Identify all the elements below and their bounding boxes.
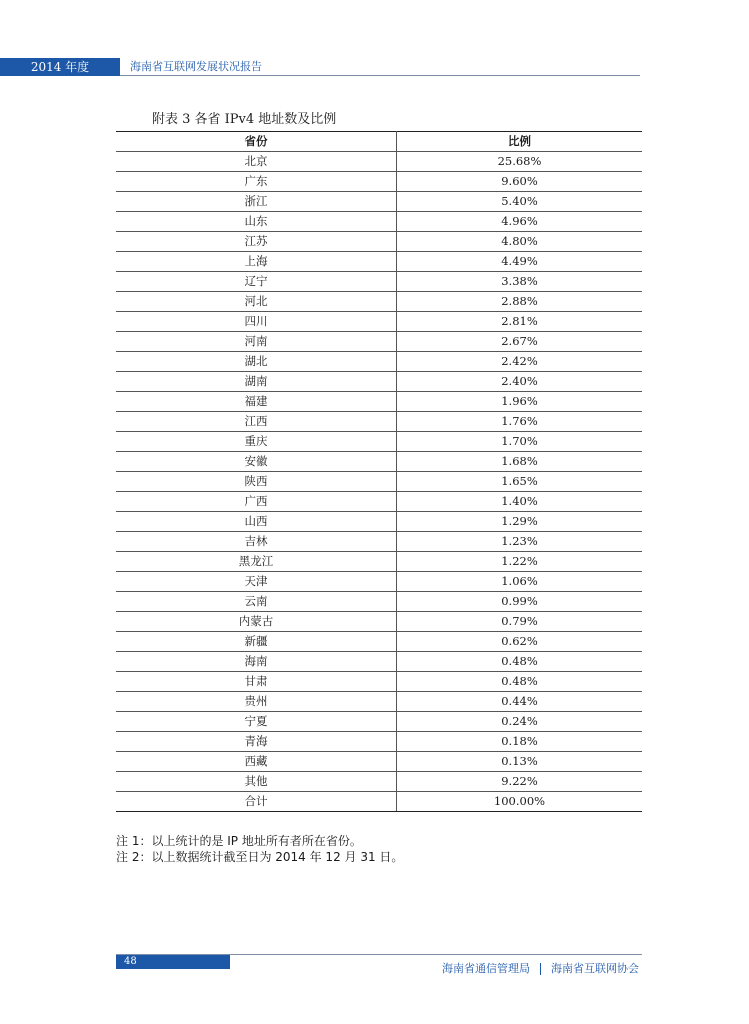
table-row (116, 712, 642, 732)
province-cell: 天津 (116, 572, 397, 592)
table-row (116, 432, 642, 452)
ratio-cell: 1.40% (397, 492, 643, 512)
province-cell: 河北 (116, 292, 397, 312)
province-cell: 吉林 (116, 532, 397, 552)
ratio-cell: 0.62% (397, 632, 643, 652)
table-header-row (116, 132, 642, 152)
footer-org-left: 海南省通信管理局 (442, 962, 530, 975)
province-cell: 其他 (116, 772, 397, 792)
province-cell: 北京 (116, 152, 397, 172)
column-header-province: 省份 (116, 132, 397, 152)
table-row (116, 412, 642, 432)
table-row (116, 792, 642, 812)
ratio-cell: 0.18% (397, 732, 643, 752)
province-cell: 甘肃 (116, 672, 397, 692)
ratio-cell: 0.48% (397, 672, 643, 692)
ratio-cell: 9.22% (397, 772, 643, 792)
province-cell: 西藏 (116, 752, 397, 772)
ratio-cell: 2.40% (397, 372, 643, 392)
province-cell: 湖南 (116, 372, 397, 392)
table-row (116, 632, 642, 652)
province-cell: 陕西 (116, 472, 397, 492)
table-row (116, 172, 642, 192)
ratio-cell: 1.23% (397, 532, 643, 552)
ratio-cell: 2.67% (397, 332, 643, 352)
ratio-cell: 0.79% (397, 612, 643, 632)
province-cell: 内蒙古 (116, 612, 397, 632)
ratio-cell: 9.60% (397, 172, 643, 192)
footer-org-right: 海南省互联网协会 (551, 962, 639, 975)
ratio-cell: 5.40% (397, 192, 643, 212)
table-row (116, 752, 642, 772)
province-cell: 贵州 (116, 692, 397, 712)
ratio-cell: 1.29% (397, 512, 643, 532)
province-cell: 黑龙江 (116, 552, 397, 572)
table-row (116, 652, 642, 672)
table-row (116, 672, 642, 692)
ratio-cell: 2.81% (397, 312, 643, 332)
table-row (116, 512, 642, 532)
table-row (116, 372, 642, 392)
year-label: 2014 年度 (0, 58, 120, 76)
ratio-cell: 3.38% (397, 272, 643, 292)
province-cell: 山东 (116, 212, 397, 232)
footer-orgs (442, 960, 639, 976)
province-cell: 辽宁 (116, 272, 397, 292)
note-1: 注 1：以上统计的是 IP 地址所有者所在省份。 (116, 834, 362, 848)
ratio-cell: 0.44% (397, 692, 643, 712)
table-row (116, 212, 642, 232)
table-row (116, 272, 642, 292)
ratio-cell: 2.88% (397, 292, 643, 312)
province-cell: 广西 (116, 492, 397, 512)
province-cell: 福建 (116, 392, 397, 412)
ratio-cell: 4.96% (397, 212, 643, 232)
ratio-cell: 0.13% (397, 752, 643, 772)
ratio-cell: 1.68% (397, 452, 643, 472)
table-body (116, 152, 642, 812)
province-cell: 安徽 (116, 452, 397, 472)
province-cell: 宁夏 (116, 712, 397, 732)
table-row (116, 232, 642, 252)
ratio-cell: 1.06% (397, 572, 643, 592)
table-row (116, 692, 642, 712)
province-cell: 河南 (116, 332, 397, 352)
table-row (116, 612, 642, 632)
province-cell: 湖北 (116, 352, 397, 372)
table-row (116, 332, 642, 352)
ratio-cell: 1.65% (397, 472, 643, 492)
province-cell: 上海 (116, 252, 397, 272)
ratio-cell: 0.99% (397, 592, 643, 612)
table-row (116, 352, 642, 372)
ipv4-table (116, 131, 642, 812)
page-number: 48 (116, 955, 230, 969)
province-cell: 浙江 (116, 192, 397, 212)
table-row (116, 192, 642, 212)
province-cell: 青海 (116, 732, 397, 752)
ratio-cell: 1.22% (397, 552, 643, 572)
province-cell: 山西 (116, 512, 397, 532)
table-row (116, 772, 642, 792)
ratio-cell: 100.00% (397, 792, 643, 812)
province-cell: 江苏 (116, 232, 397, 252)
table-caption: 附表 3 各省 IPv4 地址数及比例 (152, 112, 337, 127)
notes (116, 833, 403, 865)
table-row (116, 492, 642, 512)
table-row (116, 532, 642, 552)
footer-separator (540, 963, 541, 975)
ratio-cell: 1.76% (397, 412, 643, 432)
table-row (116, 392, 642, 412)
table-row (116, 592, 642, 612)
ratio-cell: 0.24% (397, 712, 643, 732)
province-cell: 新疆 (116, 632, 397, 652)
province-cell: 合计 (116, 792, 397, 812)
report-title: 海南省互联网发展状况报告 (130, 60, 262, 73)
province-cell: 四川 (116, 312, 397, 332)
ratio-cell: 2.42% (397, 352, 643, 372)
ratio-cell: 1.70% (397, 432, 643, 452)
ratio-cell: 4.80% (397, 232, 643, 252)
ratio-cell: 0.48% (397, 652, 643, 672)
province-cell: 广东 (116, 172, 397, 192)
table-row (116, 152, 642, 172)
ratio-cell: 25.68% (397, 152, 643, 172)
table-row (116, 452, 642, 472)
table-row (116, 312, 642, 332)
province-cell: 江西 (116, 412, 397, 432)
ratio-cell: 4.49% (397, 252, 643, 272)
table-row (116, 252, 642, 272)
ratio-cell: 1.96% (397, 392, 643, 412)
table-row (116, 292, 642, 312)
province-cell: 重庆 (116, 432, 397, 452)
province-cell: 海南 (116, 652, 397, 672)
column-header-ratio: 比例 (397, 132, 643, 152)
table-row (116, 552, 642, 572)
header-divider (120, 75, 640, 76)
table-row (116, 472, 642, 492)
table-row (116, 732, 642, 752)
table-row (116, 572, 642, 592)
note-2: 注 2：以上数据统计截至日为 2014 年 12 月 31 日。 (116, 850, 404, 864)
province-cell: 云南 (116, 592, 397, 612)
